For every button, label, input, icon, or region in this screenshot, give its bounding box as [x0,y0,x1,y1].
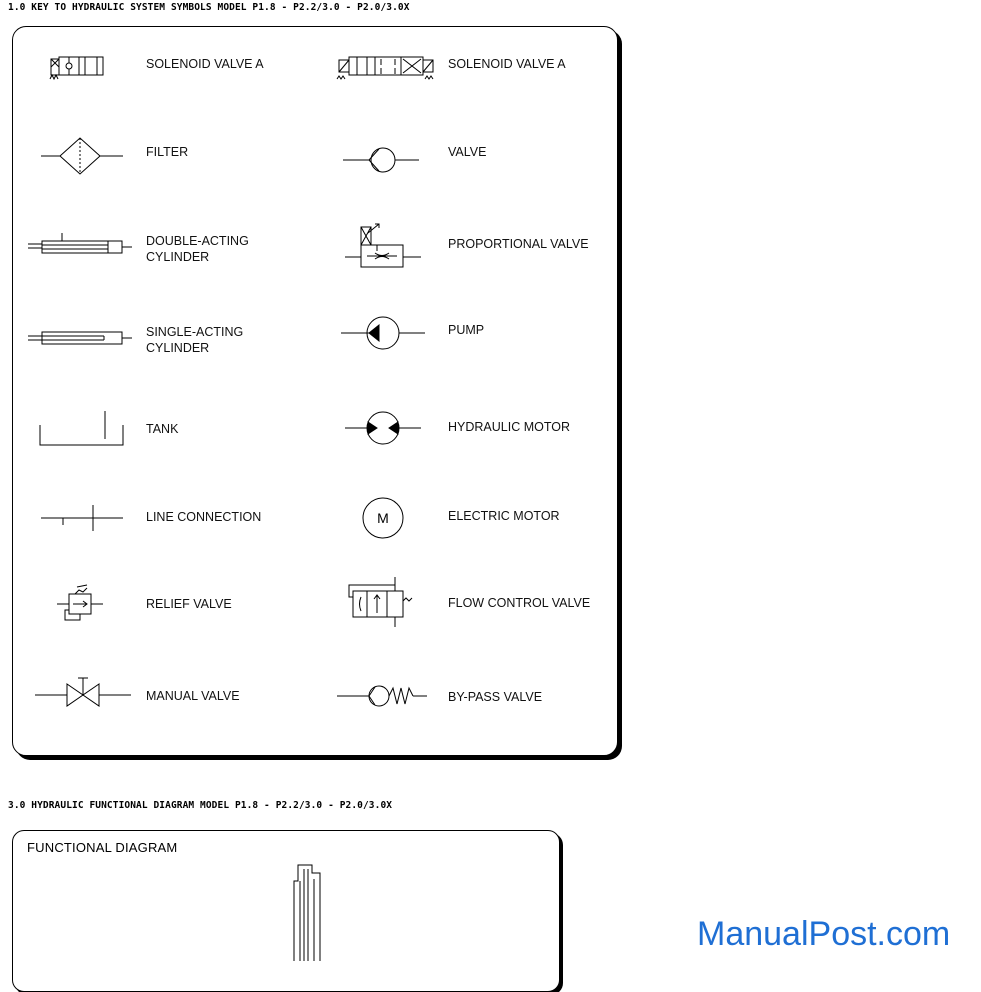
flow-control-valve-icon [335,577,445,627]
key-section-title: 1.0 KEY TO HYDRAULIC SYSTEM SYMBOLS MODEL P1.8 - P2.2/3.0 - P2.0/3.0X [8,2,410,13]
symbols-key-panel [12,26,618,756]
symbol-label-bypass-valve: BY-PASS VALVE [448,690,543,704]
functional-section-title: 3.0 HYDRAULIC FUNCTIONAL DIAGRAM MODEL P1.8 - P2.2/3.0 - P2.0/3.0X [8,800,393,811]
symbol-label-manual-valve: MANUAL VALVE [146,689,240,703]
symbol-label-flow-control-valve: FLOW CONTROL VALVE [448,596,591,610]
symbol-label-hydraulic-motor: HYDRAULIC MOTOR [448,420,571,434]
functional-diagram-panel [12,830,560,992]
check-valve-icon [335,135,445,185]
single-acting-cylinder-icon [28,314,138,364]
symbol-label-relief-valve: RELIEF VALVE [146,597,232,611]
symbol-label-proportional-valve: PROPORTIONAL VALVE [448,237,589,251]
proportional-valve-icon [335,221,445,271]
watermark: ManualPost.com [697,915,951,953]
symbol-label-single-acting-cylinder: SINGLE-ACTING CYLINDER [146,325,244,355]
double-acting-cylinder-icon [28,223,138,273]
symbol-label-pump: PUMP [448,323,485,337]
symbol-label-solenoid-valve-4-way: SOLENOID VALVE A [448,57,566,71]
symbol-label-tank: TANK [146,422,179,436]
symbol-label-valve: VALVE [448,145,487,159]
electric-motor-letter: M [377,510,389,526]
solenoid-valve-icon [33,43,143,93]
hydraulic-motor-icon [335,403,445,453]
tank-icon [33,403,143,453]
electric-motor-icon [335,493,445,543]
manual-valve-icon [33,670,143,720]
relief-valve-icon [33,580,143,630]
filter-icon [33,131,143,181]
symbol-label-electric-motor: ELECTRIC MOTOR [448,509,560,523]
symbol-label-double-acting-cylinder: DOUBLE-ACTING CYLINDER [146,234,249,264]
symbol-label-filter: FILTER [146,145,189,159]
symbol-label-solenoid-valve: SOLENOID VALVE A [146,57,264,71]
solenoid-valve-4-way-icon [335,43,445,93]
functional-diagram-title: FUNCTIONAL DIAGRAM [27,840,178,855]
cylinder-drawing [290,861,330,961]
bypass-valve-icon [335,671,445,721]
pump-icon [335,308,445,358]
symbol-label-line-connection: LINE CONNECTION [146,510,262,524]
line-connection-icon [33,493,143,543]
